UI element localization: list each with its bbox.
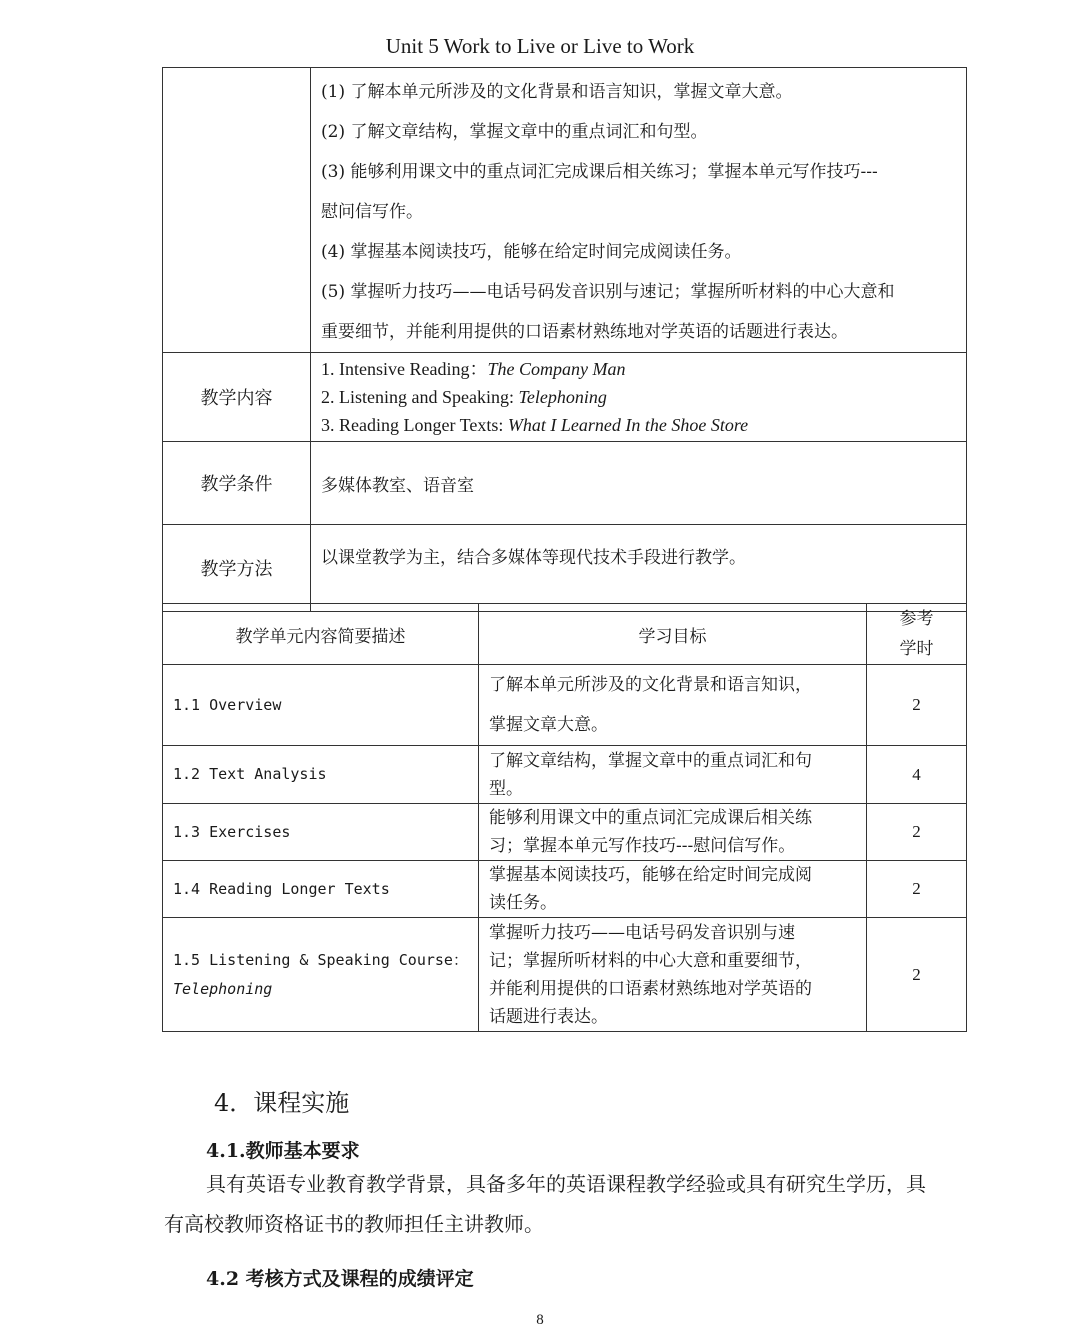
objective-line: (2) 了解文章结构，掌握文章中的重点词汇和句型。	[321, 122, 708, 142]
unit-goal	[479, 665, 867, 746]
goal-line: 并能利用提供的口语素材熟练地对学英语的	[489, 978, 812, 999]
unit-desc: 1.2 Text Analysis	[163, 746, 479, 804]
method-row	[163, 525, 967, 612]
objective-line: (5) 掌握听力技巧——电话号码发音识别与速记；掌握所听材料的中心大意和	[321, 282, 895, 302]
subsection-heading: 4.1.教师基本要求	[206, 1140, 360, 1162]
unit-hours: 2	[867, 918, 967, 1032]
goal-line: 读任务。	[489, 893, 557, 913]
table-header-row	[163, 604, 967, 665]
objectives-cell	[311, 68, 967, 353]
content-item	[321, 383, 956, 411]
header-goal: 学习目标	[479, 604, 867, 665]
content-item-title: Telephoning	[518, 387, 607, 407]
subsection-heading: 4.2 考核方式及课程的成绩评定	[206, 1268, 474, 1290]
content-row	[163, 353, 967, 442]
teaching-info-table	[162, 67, 967, 612]
goal-line: 习；掌握本单元写作技巧---慰问信写作。	[489, 836, 796, 856]
objective-line: (3) 能够利用课文中的重点词汇完成课后相关练习；掌握本单元写作技巧---	[321, 162, 878, 182]
unit-content-table	[162, 603, 967, 1032]
objectives-label-cell	[163, 68, 311, 353]
conditions-label: 教学条件	[163, 442, 311, 525]
header-desc: 教学单元内容简要描述	[163, 604, 479, 665]
unit-goal	[479, 918, 867, 1032]
header-hours-line2: 学时	[899, 639, 934, 659]
goal-line: 记；掌握所听材料的中心大意和重要细节，	[489, 950, 812, 971]
objective-line: 重要细节，并能利用提供的口语素材熟练地对学英语的话题进行表达。	[321, 322, 848, 342]
table-row	[163, 746, 967, 804]
unit-desc-line: 1.5 Listening & Speaking Course：	[173, 950, 468, 969]
unit-goal	[479, 746, 867, 804]
paragraph: 具有英语专业教育教学背景，具备多年的英语课程教学经验或具有研究生学历，具有高校教师资格证书的教师担任主讲教师。	[164, 1172, 926, 1236]
content-item-prefix: 1. Intensive Reading：	[321, 359, 488, 379]
objective-line: 慰问信写作。	[321, 202, 423, 222]
unit-goal	[479, 861, 867, 918]
unit-desc-italic: Telephoning	[173, 979, 273, 998]
unit-hours: 2	[867, 804, 967, 861]
content-item	[321, 411, 956, 439]
table-row	[163, 665, 967, 746]
content-item-title: What I Learned In the Shoe Store	[507, 415, 749, 435]
unit-goal	[479, 804, 867, 861]
content-item-title: The Company Man	[487, 359, 626, 379]
goal-line: 型。	[489, 778, 523, 799]
table-row	[163, 861, 967, 918]
unit-hours: 2	[867, 665, 967, 746]
table-row	[163, 918, 967, 1032]
unit-title: Unit 5 Work to Live or Live to Work	[385, 34, 695, 58]
unit-hours: 2	[867, 861, 967, 918]
content-cell	[311, 353, 967, 442]
table-row	[163, 804, 967, 861]
conditions-value: 多媒体教室、语音室	[311, 442, 967, 525]
unit-desc: 1.3 Exercises	[163, 804, 479, 861]
objective-line: (4) 掌握基本阅读技巧，能够在给定时间完成阅读任务。	[321, 242, 742, 262]
method-label: 教学方法	[163, 525, 311, 612]
conditions-row	[163, 442, 967, 525]
goal-line: 话题进行表达。	[489, 1006, 608, 1027]
method-value: 以课堂教学为主，结合多媒体等现代技术手段进行教学。	[311, 525, 967, 612]
goal-line: 了解文章结构，掌握文章中的重点词汇和句	[489, 750, 812, 771]
content-label: 教学内容	[163, 353, 311, 442]
header-hours-line1: 参考	[899, 609, 934, 629]
unit-desc: 1.1 Overview	[163, 665, 479, 746]
content-item	[321, 355, 956, 383]
goal-line: 掌握基本阅读技巧，能够在给定时间完成阅	[489, 865, 812, 885]
content-item-prefix: 2. Listening and Speaking:	[321, 387, 519, 407]
objectives-row	[163, 68, 967, 353]
objective-line: (1) 了解本单元所涉及的文化背景和语言知识，掌握文章大意。	[321, 82, 793, 102]
unit-desc: 1.4 Reading Longer Texts	[163, 861, 479, 918]
unit-desc	[163, 918, 479, 1032]
section-heading: 4．课程实施	[214, 1089, 350, 1117]
header-hours	[867, 604, 967, 665]
page-number: 8	[536, 1312, 544, 1328]
goal-line: 能够利用课文中的重点词汇完成课后相关练	[489, 808, 812, 828]
goal-line: 掌握文章大意。	[489, 715, 608, 735]
goal-line: 掌握听力技巧——电话号码发音识别与速	[489, 922, 795, 943]
unit-hours: 4	[867, 746, 967, 804]
content-item-prefix: 3. Reading Longer Texts:	[321, 415, 508, 435]
goal-line: 了解本单元所涉及的文化背景和语言知识，	[489, 675, 812, 695]
